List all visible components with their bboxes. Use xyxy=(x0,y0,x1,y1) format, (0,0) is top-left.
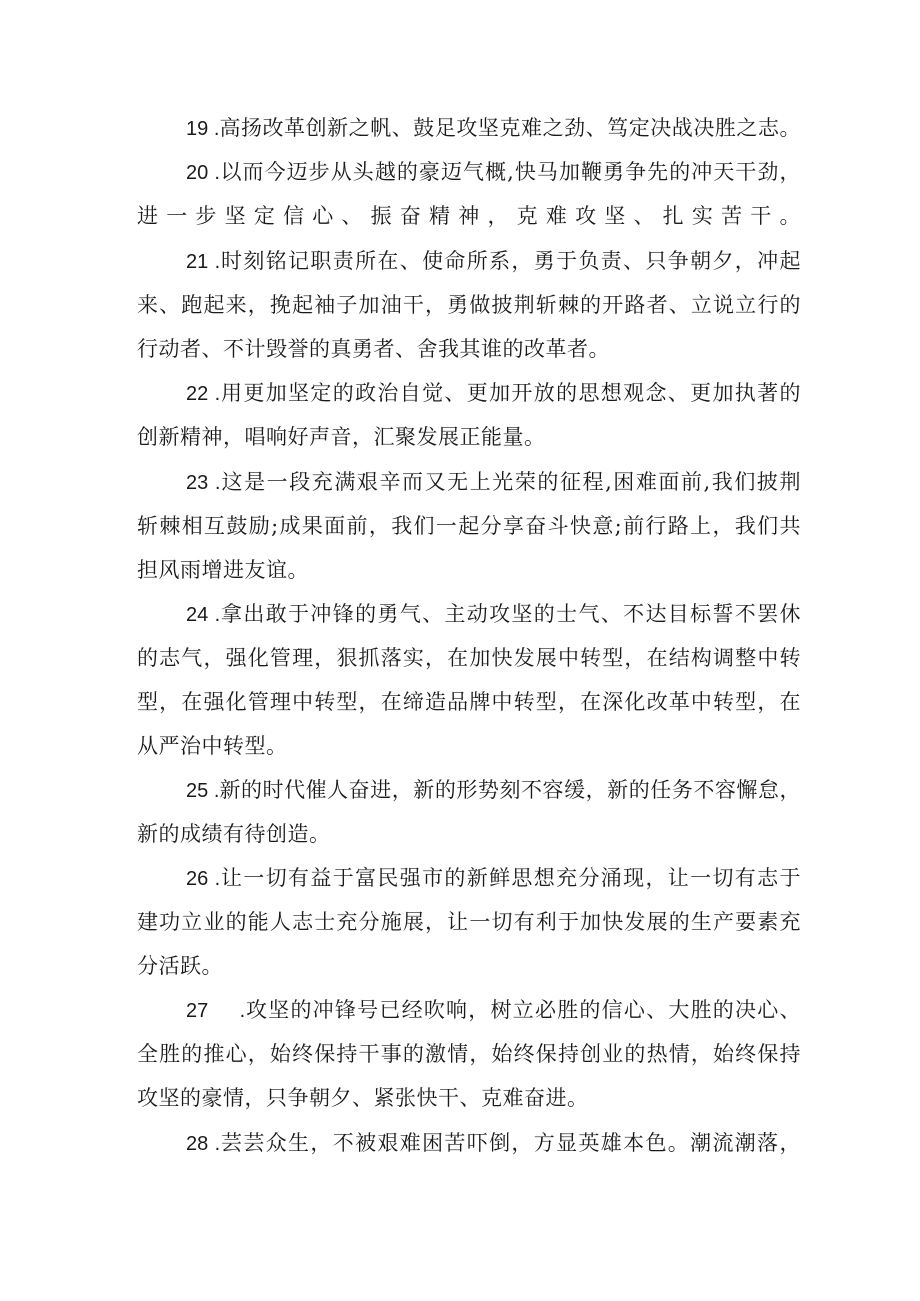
item-first-line xyxy=(186,600,801,629)
item-text: 新的成绩有待创造。 xyxy=(137,822,331,846)
item-text: 的志气，强化管理，狠抓落实，在加快发展中转型，在结构调整中转 xyxy=(137,646,801,670)
item-text: 从严治中转型。 xyxy=(137,734,288,758)
item-text: 全胜的推心，始终保持干事的激情，始终保持创业的热情，始终保持 xyxy=(137,1042,801,1066)
item-text: 让一切有益于富民强市的新鲜思想充分涌现，让一切有志于 xyxy=(220,866,801,890)
item-continuation-line xyxy=(137,335,801,363)
item-continuation-line xyxy=(137,556,801,584)
item-text: 斩棘相互鼓励;成果面前，我们一起分享奋斗快意;前行路上，我们共 xyxy=(137,514,801,538)
item-continuation-line xyxy=(137,908,801,936)
item-continuation-line xyxy=(137,1040,801,1068)
item-first-line xyxy=(186,996,801,1025)
item-continuation-line xyxy=(137,202,801,230)
item-first-line xyxy=(186,247,801,276)
item-number: 19 xyxy=(186,118,209,140)
item-continuation-line xyxy=(137,644,801,672)
item-separator: . xyxy=(208,118,220,140)
item-continuation-line xyxy=(137,1084,801,1112)
item-separator: . xyxy=(208,1000,246,1022)
item-first-line xyxy=(186,114,801,143)
item-text: 分活跃。 xyxy=(137,954,223,978)
item-text: 以而今迈步从头越的豪迈气概,快马加鞭勇争先的冲天干劲， xyxy=(219,160,801,184)
item-separator: . xyxy=(208,780,220,802)
item-first-line xyxy=(186,776,801,805)
item-continuation-line xyxy=(137,512,801,540)
item-text: 攻坚的豪情，只争朝夕、紧张快干、克难奋进。 xyxy=(137,1086,589,1110)
item-number: 25 xyxy=(186,780,209,802)
item-number: 24 xyxy=(186,604,209,626)
item-text: 创新精神，唱响好声音，汇聚发展正能量。 xyxy=(137,425,546,449)
item-text: 来、跑起来，挽起袖子加油干，勇做披荆斩棘的开路者、立说立行的 xyxy=(137,293,801,317)
item-text: 攻坚的冲锋号已经吹响，树立必胜的信心、大胜的决心、 xyxy=(245,998,802,1022)
item-first-line xyxy=(186,379,801,408)
item-separator: . xyxy=(208,383,221,405)
item-separator: . xyxy=(208,472,221,494)
item-continuation-line xyxy=(137,423,801,451)
item-text: 型，在强化管理中转型，在缔造品牌中转型，在深化改革中转型，在 xyxy=(137,690,801,714)
item-text: 芸芸众生，不被艰难困苦吓倒，方显英雄本色。潮流潮落， xyxy=(220,1131,801,1155)
item-separator: . xyxy=(208,1133,221,1155)
item-text: 高扬改革创新之帆、鼓足攻坚克难之劲、笃定决战决胜之志。 xyxy=(219,116,801,140)
item-number: 23 xyxy=(186,472,209,494)
item-text: 行动者、不计毁誉的真勇者、舍我其谁的改革者。 xyxy=(137,337,610,361)
item-first-line xyxy=(186,864,801,893)
item-number: 20 xyxy=(186,162,209,184)
item-text: 这是一段充满艰辛而又无上光荣的征程,困难面前,我们披荆 xyxy=(220,470,801,494)
item-text: 担风雨增进友谊。 xyxy=(137,558,309,582)
item-text: 新的时代催人奋进，新的形势刻不容缓，新的任务不容懈怠， xyxy=(219,778,801,802)
item-separator: . xyxy=(208,162,220,184)
item-first-line xyxy=(186,1129,801,1158)
item-continuation-line xyxy=(137,820,801,848)
item-number: 22 xyxy=(186,383,209,405)
item-separator: . xyxy=(208,604,221,626)
item-text: 进一步坚定信心、振奋精神，克难攻坚、扎实苦干。 xyxy=(137,204,801,228)
item-text: 用更加坚定的政治自觉、更加开放的思想观念、更加执著的 xyxy=(220,381,801,405)
item-separator: . xyxy=(208,251,221,273)
item-continuation-line xyxy=(137,291,801,319)
item-continuation-line xyxy=(137,732,801,760)
item-continuation-line xyxy=(137,688,801,716)
item-number: 28 xyxy=(186,1133,209,1155)
item-number: 21 xyxy=(186,251,209,273)
item-first-line xyxy=(186,158,801,187)
item-separator: . xyxy=(208,868,221,890)
item-number: 27 xyxy=(186,1000,209,1022)
item-text: 建功立业的能人志士充分施展，让一切有利于加快发展的生产要素充 xyxy=(137,910,801,934)
item-text: 时刻铭记职责所在、使命所系，勇于负责、只争朝夕，冲起 xyxy=(220,249,801,273)
item-number: 26 xyxy=(186,868,209,890)
item-continuation-line xyxy=(137,952,801,980)
item-text: 拿出敢于冲锋的勇气、主动攻坚的士气、不达目标誓不罢休 xyxy=(220,602,801,626)
item-first-line xyxy=(186,468,801,497)
